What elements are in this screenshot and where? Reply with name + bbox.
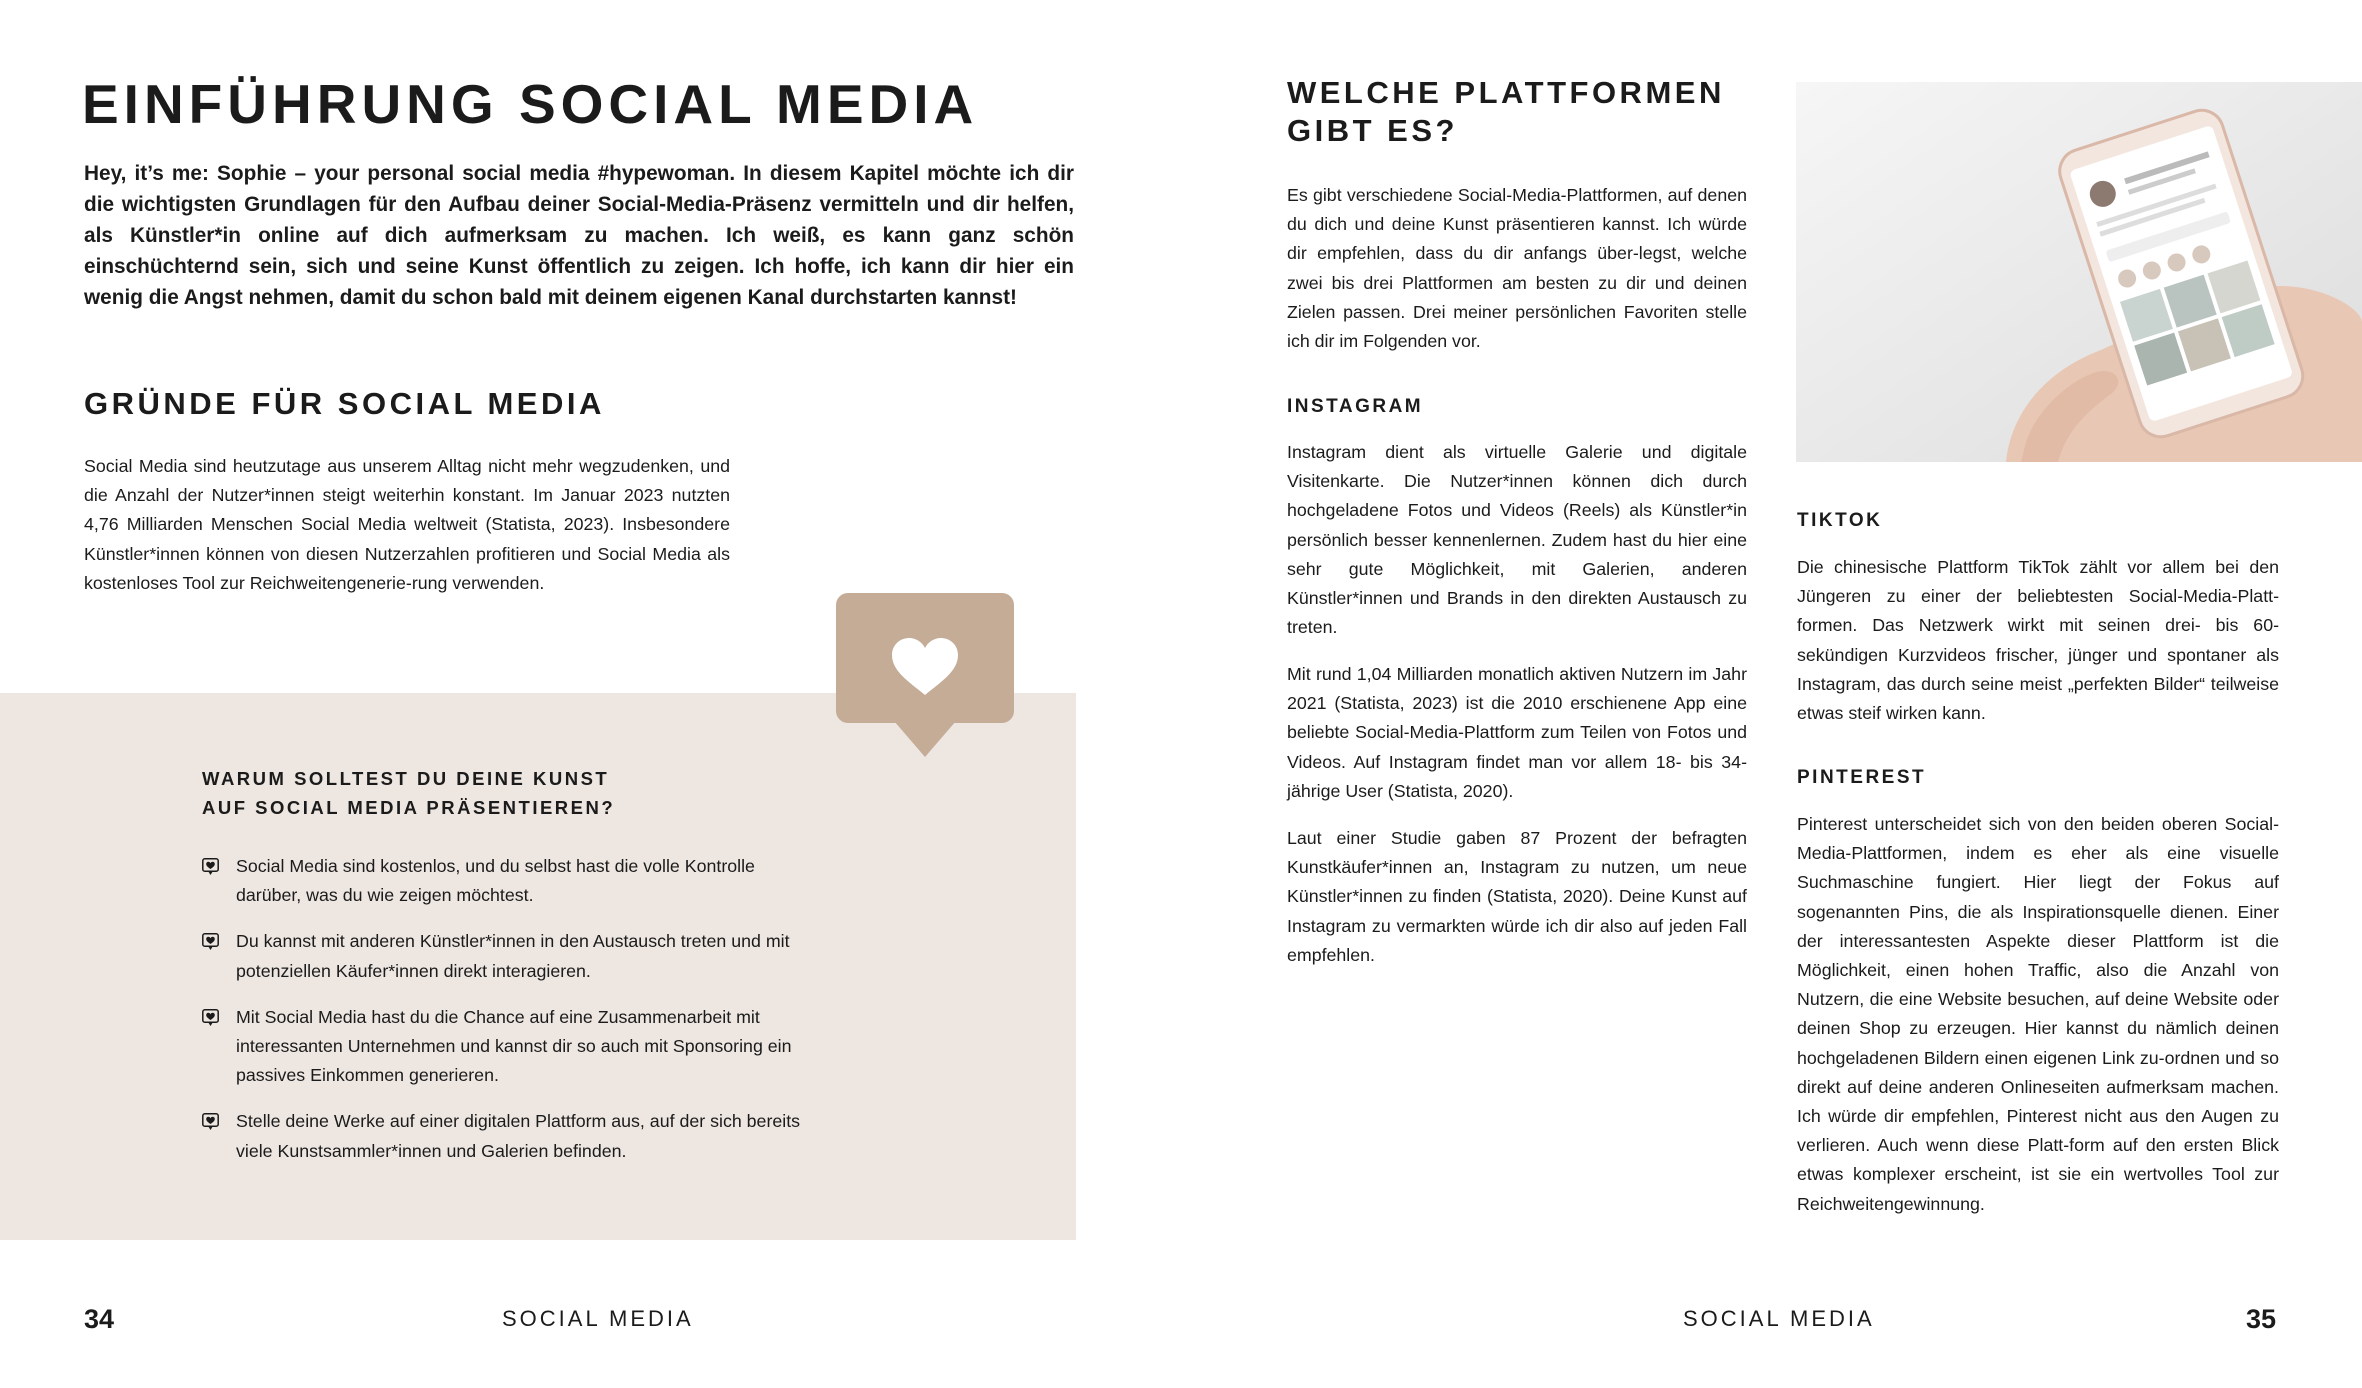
list-item-text: Mit Social Media hast du die Chance auf eine Zusammenarbeit mit interessanten Unternehmen und kannst dir so auch mit Sponsoring ein passives Einkommen generieren. [236,1006,792,1086]
page-number-right: 35 [2246,1304,2277,1334]
box-heading [202,764,762,822]
heart-bubble-bullet-icon [202,933,219,951]
page-number-left: 34 [84,1304,115,1334]
page-title: EINFÜHRUNG SOCIAL MEDIA [82,73,979,135]
list-item [202,852,822,910]
footer-left: SOCIAL MEDIA [502,1306,694,1331]
instagram-paragraph-3: Laut einer Studie gaben 87 Prozent der befragten Kunstkäufer*innen an, Instagram zu nutzen, um neue Künstler*innen zu finden (Statista, 2020). Deine Kunst auf Instagram zu vermarkten würde ich dir also auf jeden Fall empfehlen. [1287,828,1747,965]
box-heading-line1: WARUM SOLLTEST DU DEINE KUNST [202,768,610,789]
reasons-paragraph: Social Media sind heutzutage aus unserem Alltag nicht mehr wegzudenken, und die Anzahl der Nutzer*innen steigt weiterhin konstant. Im Januar 2023 nutzten 4,76 Milliarden Menschen Social Media weltweit (Statista, 2023). Insbesondere Künstler*innen können von diesen Nutzerzahlen profitieren und Social Media als kostenloses Tool zur Reichweitengenerie-rung verwenden. [84,456,730,593]
instagram-paragraph-2: Mit rund 1,04 Milliarden monatlich aktiven Nutzern im Jahr 2021 (Statista, 2023) ist die 2010 erschienene App eine beliebte Social-Media-Plattform zum Teilen von Fotos und Videos. Auf Instagram findet man vor allem 18- bis 34-jährige User (Statista, 2020). [1287,664,1747,801]
platforms-heading [1287,74,1747,150]
heart-bubble-bullet-icon [202,1113,219,1131]
instagram-paragraph-1: Instagram dient als virtuelle Galerie und digitale Visitenkarte. Die Nutzer*innen können dich durch hochgeladene Fotos und Videos (Reels) als Künstler*in persönlich besser kennenlernen. Zudem hast du hier eine sehr gute Möglichkeit, mit Galerien, anderen Künstler*innen und Brands in den direkten Austausch zu treten. [1287,442,1747,638]
list-item [202,1107,822,1165]
heart-bubble-bullet-icon [202,858,219,876]
footer-right: SOCIAL MEDIA [1683,1306,1875,1331]
heart-speech-bubble-icon [836,593,1014,757]
list-item-text: Social Media sind kostenlos, und du selbst hast die volle Kontrolle darüber, was du wie zeigen möchtest. [236,856,755,906]
tiktok-heading: TIKTOK [1797,510,1883,531]
reasons-list [202,852,822,1183]
platforms-heading-line2: GIBT ES? [1287,113,1458,148]
list-item-text: Du kannst mit anderen Künstler*innen in den Austausch treten und mit potenziellen Käufer*innen direkt interagieren. [236,931,790,981]
intro-paragraph: Hey, it’s me: Sophie – your personal social media #hypewoman. In diesem Kapitel möchte ich dir die wichtigsten Grundlagen für den Aufbau deiner Social-Media-Präsenz vermitteln und dir helfen, als Künstler*in online auf dich aufmerksam zu machen. Ich weiß, es kann ganz schön einschüchternd sein, sich und seine Kunst öffentlich zu zeigen. Ich hoffe, ich kann dir hier ein wenig die Angst nehmen, damit du schon bald mit deinem eigenen Kanal durchstarten kannst! [84,162,1074,309]
pinterest-heading: PINTEREST [1797,767,1927,788]
box-heading-line2: AUF SOCIAL MEDIA PRÄSENTIEREN? [202,797,616,818]
pinterest-paragraph: Pinterest unterscheidet sich von den beiden oberen Social-Media-Plattformen, indem es eher als eine visuelle Suchmaschine fungiert. Hier liegt der Fokus auf sogenannten Pins, die als Inspirationsquelle dienen. Einer der interessantesten Aspekte dieser Plattform ist die Möglichkeit, einen hohen Traffic, also die Anzahl von Nutzern, die eine Website besuchen, auf deine Website oder deinen Shop zu erzeugen. Hier kannst du nämlich deinen hochgeladenen Bildern einen eigenen Link zu-ordnen und so direkt auf deine anderen Onlineseiten aufmerksam machen. Ich würde dir empfehlen, Pinterest nicht aus den Augen zu verlieren. Auch wenn diese Platt-form auf den ersten Blick etwas komplexer erscheint, ist sie ein wertvolles Tool zur Reichweitengewinnung. [1797,814,2279,1214]
tiktok-paragraph: Die chinesische Plattform TikTok zählt vor allem bei den Jüngeren zu einer der beliebtesten Social-Media-Platt-formen. Das Netzwerk wirkt mit seinen drei- bis 60-sekündigen Kurzvideos frischer, jünger und spontaner als Instagram, das durch seine meist „perfekten Bilder“ teilweise etwas steif wirken kann. [1797,557,2279,724]
list-item [202,1003,822,1091]
list-item-text: Stelle deine Werke auf einer digitalen Plattform aus, auf der sich bereits viele Kunstsammler*innen und Galerien befinden. [236,1111,801,1161]
reasons-heading: GRÜNDE FÜR SOCIAL MEDIA [84,386,605,421]
list-item [202,927,822,985]
platforms-paragraph: Es gibt verschiedene Social-Media-Plattformen, auf denen du dich und deine Kunst präsentieren kannst. Ich würde dir empfehlen, dass du dir anfangs über-legst, welche zwei bis drei Plattformen am besten zu dir und deinen Zielen passen. Drei meiner persönlichen Favoriten stelle ich dir im Folgenden vor. [1287,185,1747,352]
instagram-heading: INSTAGRAM [1287,396,1424,417]
phone-instagram-photo [1796,82,2362,462]
platforms-heading-line1: WELCHE PLATTFORMEN [1287,75,1725,110]
heart-bubble-bullet-icon [202,1009,219,1027]
